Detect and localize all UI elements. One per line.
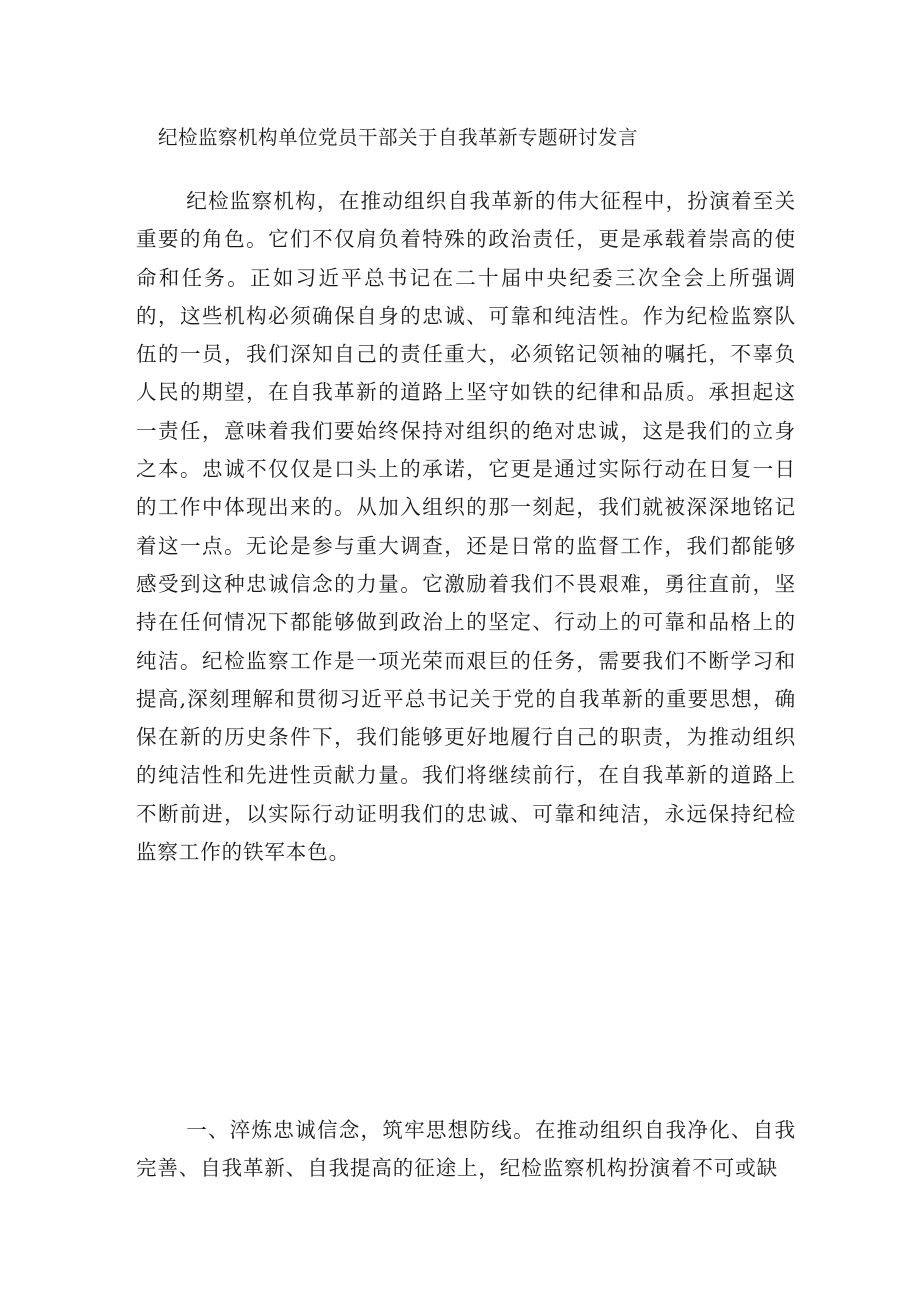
body-paragraph-1: 纪检监察机构，在推动组织自我革新的伟大征程中，扮演着至关重要的角色。它们不仅肩负着特殊的政治责任，更是承载着崇高的使命和任务。正如习近平总书记在二十届中央纪委三次全会上所强调的，这些机构必须确保自身的忠诚、可靠和纯洁性。作为纪检监察队伍的一员，我们深知自己的责任重大，必须铭记领袖的嘱托，不辜负人民的期望，在自我革新的道路上坚守如铁的纪律和品质。承担起这一责任，意味着我们要始终保持对组织的绝对忠诚，这是我们的立身之本。忠诚不仅仅是口头上的承诺，它更是通过实际行动在日复一日的工作中体现出来的。从加入组织的那一刻起，我们就被深深地铭记着这一点。无论是参与重大调查，还是日常的监督工作，我们都能够感受到这种忠诚信念的力量。它激励着我们不畏艰难，勇往直前，坚持在任何情况下都能够做到政治上的坚定、行动上的可靠和品格上的纯洁。纪检监察工作是一项光荣而艰巨的任务，需要我们不断学习和提高,深刻理解和贯彻习近平总书记关于党的自我革新的重要思想，确保在新的历史条件下，我们能够更好地履行自己的职责，为推动组织的纯洁性和先进性贡献力量。我们将继续前行，在自我革新的道路上不断前进，以实际行动证明我们的忠诚、可靠和纯洁，永远保持纪检监察工作的铁军本色。 <box>136 189 796 865</box>
document-title: 纪检监察机构单位党员干部关于自我革新专题研讨发言 <box>158 126 639 149</box>
body-paragraph-2: 一、淬炼忠诚信念，筑牢思想防线。在推动组织自我净化、自我完善、自我革新、自我提高的征途上，纪检监察机构扮演着不可或缺 <box>136 1118 796 1181</box>
